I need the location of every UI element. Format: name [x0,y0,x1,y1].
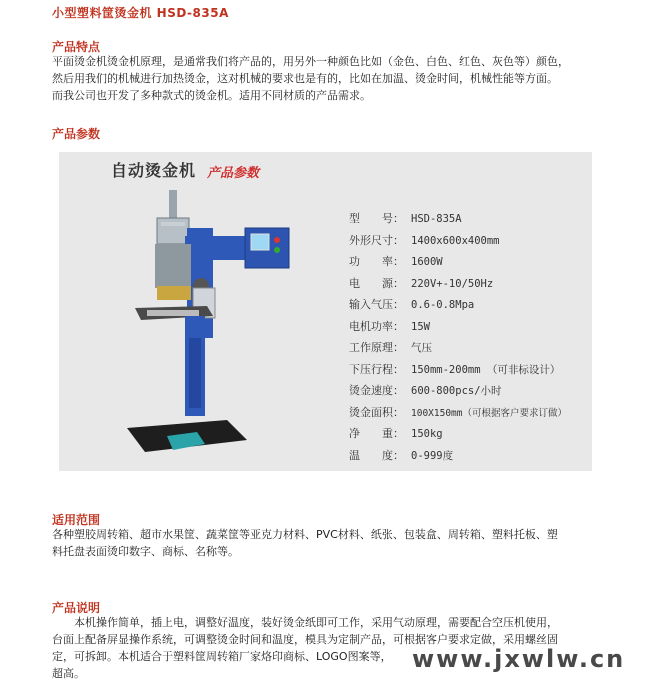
features-text [52,53,602,104]
features-heading: 产品特点 [52,40,101,54]
spec-key: 输入气压： [349,298,404,311]
description-line: 定，可拆卸。本机适合于塑料筐周转箱厂家烙印商标、LOGO图案等， [52,650,392,663]
spec-key: 外形尺寸： [349,233,404,247]
spec-row [349,337,589,359]
params-heading: 产品参数 [52,127,101,141]
spec-row [349,273,589,295]
spec-value: 15W [411,320,430,333]
spec-key: 功 率： [349,255,404,268]
spec-row [349,230,589,252]
spec-value: 100X150mm（可根据客户要求订做） [411,407,567,419]
hot-stamping-machine-illustration [127,188,327,468]
spec-key: 电机功率： [349,319,404,333]
spec-value: 气压 [411,342,432,354]
spec-row [349,402,589,424]
spec-key: 烫金面积： [349,405,404,419]
spec-key: 电 源： [349,276,404,290]
spec-key: 工作原理： [349,341,404,354]
spec-value: 150kg [411,428,443,440]
spec-value: 1400x600x400mm [411,234,500,247]
features-line: 然后用我们的机械进行加热烫金，这对机械的要求也是有的，比如在加温、烫金时间，机械性能等方面。 [52,72,558,85]
page-title: 小型塑料筐烫金机 HSD-835A [52,6,229,20]
panel-subtitle: 产品参数 [207,166,260,181]
features-line: 而我公司也开发了多种款式的烫金机。适用不同材质的产品需求。 [52,89,371,102]
scope-line: 料托盘表面烫印数字、商标、名称等。 [52,545,239,558]
scope-text [52,526,602,560]
scope-heading: 适用范围 [52,513,101,527]
spec-key: 下压行程： [349,362,404,376]
description-line: 台面上配备屏显操作系统，可调整烫金时间和温度，模具为定制产品，可根据客户要求定做，采用螺丝固 [52,633,558,646]
spec-row [349,445,589,467]
spec-key: 温 度： [349,448,404,462]
panel-title: 自动烫金机 [111,161,197,180]
spec-row [349,316,589,338]
spec-key: 净 重： [349,427,404,440]
spec-row [349,208,589,230]
spec-row [349,423,589,445]
spec-key: 型 号： [349,212,404,225]
features-line: 平面烫金机烫金机原理，是通常我们将产品的，用另外一种颜色比如（金色、白色、红色、灰色等）颜色， [52,55,569,68]
description-heading: 产品说明 [52,601,101,615]
spec-value: HSD-835A [411,213,462,225]
description-line: 超高。 [52,667,85,680]
spec-value: 600-800pcs/小时 [411,385,502,397]
spec-row [349,380,589,402]
spec-row [349,294,589,316]
spec-value: 0.6-0.8Mpa [411,299,475,311]
spec-row [349,251,589,273]
spec-row [349,359,589,381]
spec-list [349,208,589,466]
description-line: 本机操作简单，插上电，调整好温度，装好烫金纸即可工作，采用气动原理，需要配合空压机使用， [52,616,558,629]
spec-value: 0-999度 [411,449,454,462]
product-params-image [59,152,592,471]
spec-key: 烫金速度： [349,384,404,397]
scope-line: 各种塑胶周转箱、超市水果筐、蔬菜筐等亚克力材料、PVC材料、纸张、包装盒、周转箱、塑料托板、塑 [52,528,558,541]
spec-value: 150mm-200mm （可非标设计） [411,363,561,376]
spec-value: 1600W [411,256,443,268]
site-watermark: www.jxwlw.cn [412,645,626,673]
spec-value: 220V+-10/50Hz [411,277,494,290]
